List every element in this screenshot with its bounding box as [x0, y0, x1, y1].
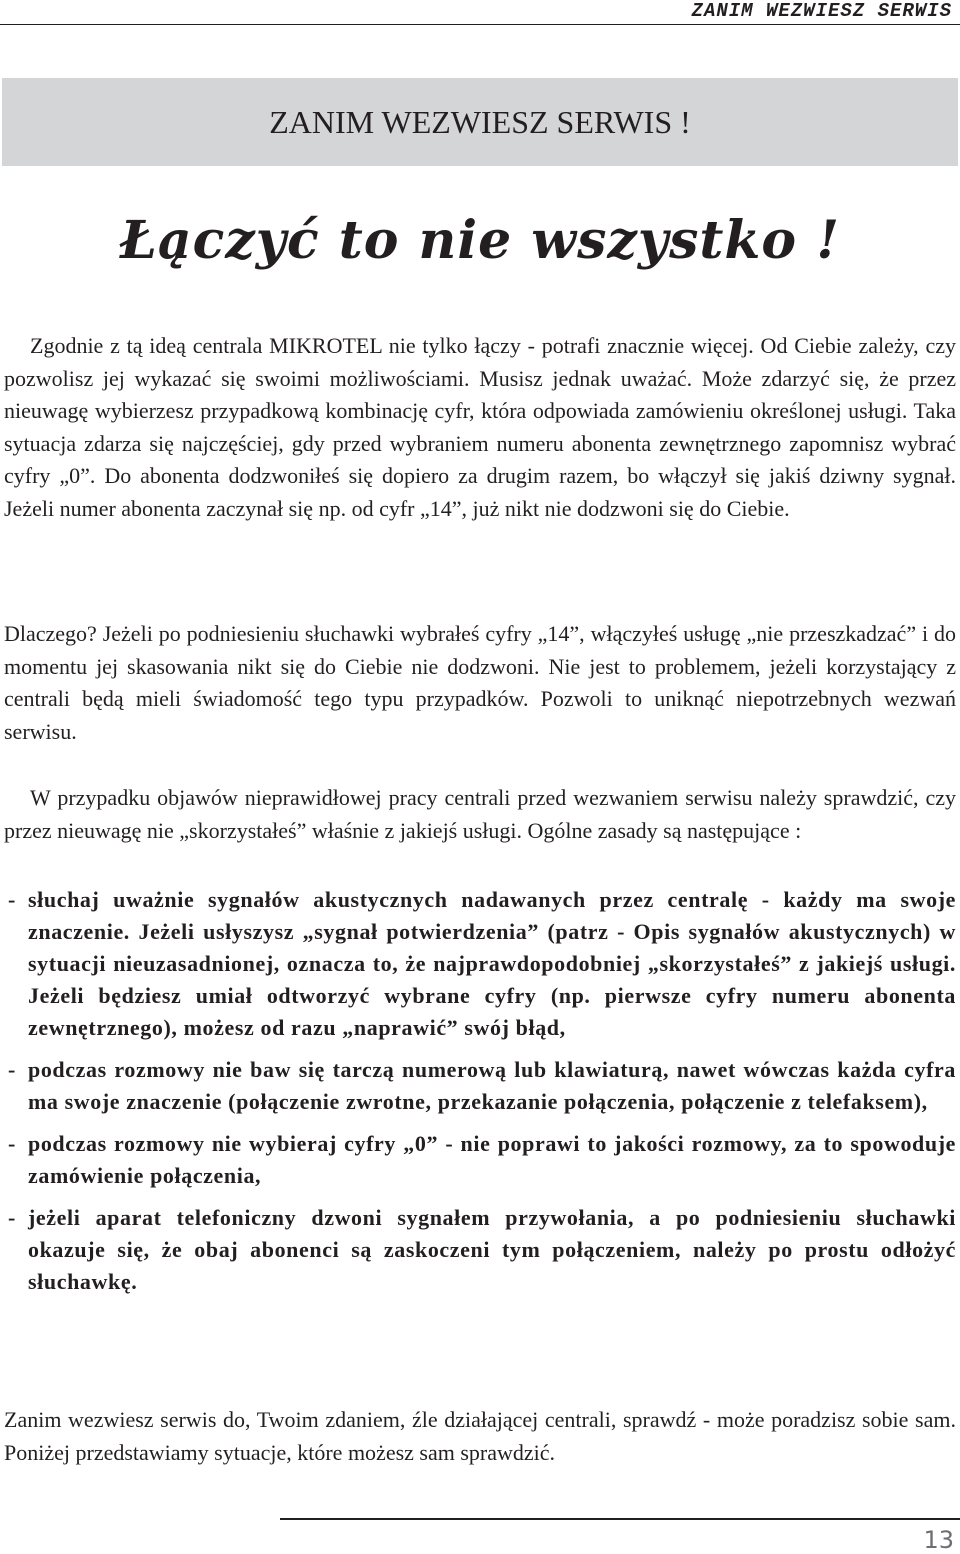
running-header: ZANIM WEZWIESZ SERWIS: [691, 0, 952, 22]
paragraph-text: Zanim wezwiesz serwis do, Twoim zdaniem, źle działającej centrali, sprawdź - może poradzisz sobie sam. Poniżej przedstawiamy sytuacje, które możesz sam sprawdzić.: [4, 1407, 956, 1465]
page-number: 13: [923, 1526, 954, 1554]
list-item: [8, 1128, 956, 1192]
list-item: [8, 1054, 956, 1118]
list-item-text: podczas rozmowy nie wybieraj cyfry „0” - nie poprawi to jakości rozmowy, za to spowoduje zamówienie połączenia,: [28, 1131, 956, 1188]
list-item-text: słuchaj uważnie sygnałów akustycznych nadawanych przez centralę - każdy ma swoje znaczenie. Jeżeli usłyszysz „sygnał potwierdzenia” (patrz - Opis sygnałów akustycznych) w sytuacji nieuzasadnionej, oznacza to, że najprawdopodobniej „skorzystałeś” z jakiejś usługi. Jeżeli będziesz umiał odtworzyć wybrane cyfry (np. pierwsze cyfry numeru abonenta zewnętrznego), możesz od razu „naprawić” swój błąd,: [28, 887, 956, 1040]
script-subtitle: Łączyć to nie wszystko !: [119, 210, 841, 271]
bullet-marker: -: [8, 887, 16, 912]
rules-intro-paragraph: [4, 782, 956, 847]
paragraph-text: Zgodnie z tą ideą centrala MIKROTEL nie tylko łączy - potrafi znacznie więcej. Od Ciebie zależy, czy pozwolisz jej wykazać się swoimi możliwościami. Musisz jednak uważać. Może zdarzyć się, że przez nieuwagę wybierzesz przypadkową kombinację cyfr, która odpowiada zamówieniu określonej usługi. Taka sytuacja zdarza się najczęściej, gdy przed wybraniem numeru abonenta zewnętrznego zapomnisz wybrać cyfry „0”. Do abonenta dodzwoniłeś się dopiero za drugim razem, bo włączył się jakiś dziwny sygnał. Jeżeli numer abonenta zaczynał się np. od cyfr „14”, już nikt nie dodzwoni się do Ciebie.: [4, 333, 956, 521]
list-item: [8, 1202, 956, 1298]
intro-paragraph: [4, 330, 956, 525]
why-paragraph: [4, 618, 956, 748]
list-item-text: jeżeli aparat telefoniczny dzwoni sygnałem przywołania, a po podniesieniu słuchawki okazuje się, że obaj abonenci są zaskoczeni tym połączeniem, należy po prostu odłożyć słuchawkę.: [28, 1205, 956, 1294]
paragraph-text: W przypadku objawów nieprawidłowej pracy centrali przed wezwaniem serwisu należy sprawdzić, czy przez nieuwagę nie „skorzystałeś” właśnie z jakiejś usługi. Ogólne zasady są następujące :: [4, 785, 956, 843]
bullet-marker: -: [8, 1205, 16, 1230]
title-banner: [2, 78, 958, 166]
closing-paragraph: [4, 1404, 956, 1469]
paragraph-text: Dlaczego? Jeżeli po podniesieniu słuchawki wybrałeś cyfry „14”, włączyłeś usługę „nie przeszkadzać” i do momentu jej skasowania nikt się do Ciebie nie dodzwoni. Nie jest to problemem, jeżeli korzystający z centrali będą mieli świadomość tego typu przypadków. Pozwoli to uniknąć niepotrzebnych wezwań serwisu.: [4, 621, 956, 744]
bullet-marker: -: [8, 1131, 16, 1156]
list-item-text: podczas rozmowy nie baw się tarczą numerową lub klawiaturą, nawet wówczas każda cyfra ma swoje znaczenie (połączenie zwrotne, przekazanie połączenia, połączenie z telefaksem),: [28, 1057, 956, 1114]
rules-list: [8, 884, 956, 1308]
page-title: ZANIM WEZWIESZ SERWIS !: [269, 103, 691, 140]
header-divider: [0, 24, 960, 25]
footer-divider: [280, 1518, 960, 1520]
bullet-marker: -: [8, 1057, 16, 1082]
list-item: [8, 884, 956, 1044]
